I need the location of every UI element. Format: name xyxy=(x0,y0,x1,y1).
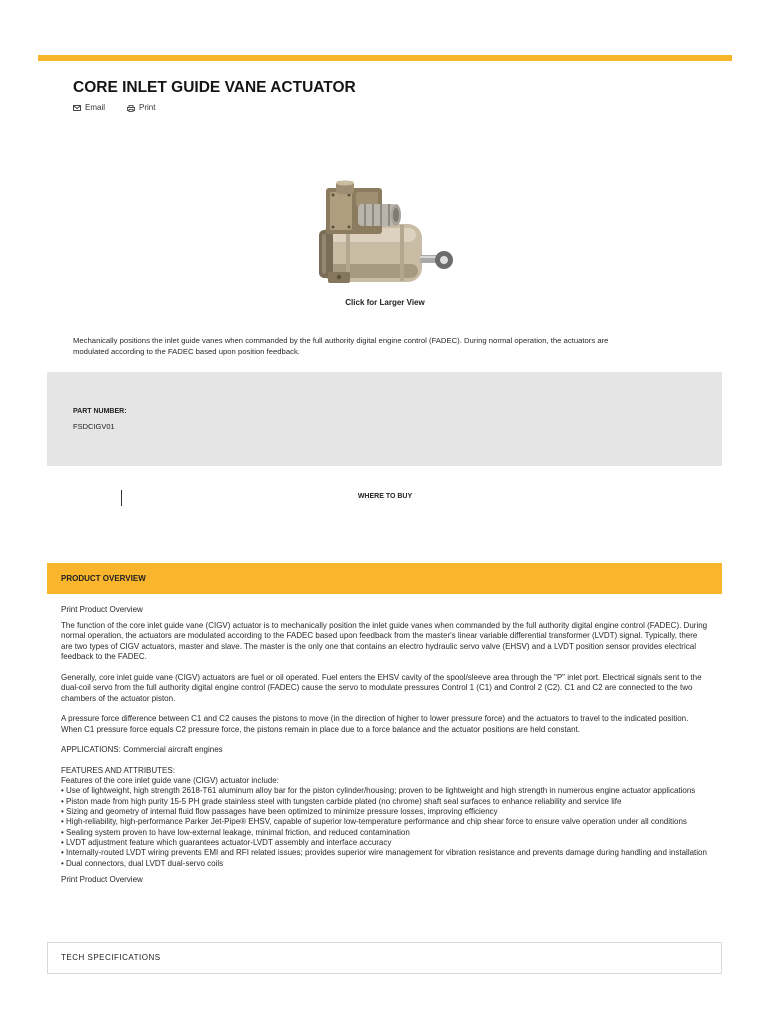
features-intro: Features of the core inlet guide vane (CIGV) actuator include: xyxy=(61,775,279,785)
feature-item: • LVDT adjustment feature which guarantees actuator-LVDT assembly and interface accuracy xyxy=(61,837,392,847)
part-number-label: PART NUMBER: xyxy=(73,408,127,415)
part-number-panel xyxy=(47,372,722,466)
rod-end-eye xyxy=(435,251,453,269)
product-overview-content xyxy=(61,605,711,885)
print-overview-link-bottom[interactable]: Print Product Overview xyxy=(61,874,143,884)
top-connector xyxy=(336,181,354,195)
feature-item: • Use of lightweight, high strength 2618-T61 aluminum alloy bar for the piston cylinder/housing; proven to be lightweight and high strength in numerous engine actuator applications xyxy=(61,786,696,796)
print-overview-link-top[interactable]: Print Product Overview xyxy=(61,605,143,614)
features-heading: FEATURES AND ATTRIBUTES: xyxy=(61,765,175,775)
printer-icon xyxy=(127,105,135,112)
divider-line xyxy=(121,490,122,506)
applications-text: APPLICATIONS: Commercial aircraft engines xyxy=(61,745,223,754)
product-overview-header[interactable] xyxy=(47,563,722,594)
email-link[interactable] xyxy=(73,103,127,113)
product-description: Mechanically positions the inlet guide vanes when commanded by the full authority digital engine control (FADEC). During normal operation, the actuators are modulated according to the FADEC based upon position feedback. xyxy=(73,336,609,356)
mounting-lug xyxy=(328,272,350,283)
product-image[interactable] xyxy=(316,180,456,284)
tech-specifications-header[interactable] xyxy=(47,942,722,974)
where-to-buy-link[interactable]: WHERE TO BUY xyxy=(357,493,413,500)
top-accent-bar xyxy=(38,55,732,61)
feature-item: • Sizing and geometry of internal fluid flow passages have been optimized to minimize pressure losses, improving efficiency xyxy=(61,806,498,816)
overview-paragraph: Generally, core inlet guide vane (CIGV) actuators are fuel or oil operated. Fuel enters the EHSV cavity of the spool/sleeve area through the "P" inlet port. Electrical signals sent to the dual-coil servo from the full authority digital engine control (FADEC) cause the servo to modulate pressures Control 1 (C1) and Control 2 (C2). C1 and C2 are connected to the two chambers of the actuator piston. xyxy=(61,672,702,703)
feature-item: • Internally-routed LVDT wiring prevents EMI and RFI related issues; provides superior wire management for vibration resistance and prevents damage during handling and installation xyxy=(61,848,707,858)
overview-paragraph: A pressure force difference between C1 and C2 causes the pistons to move (in the direction of higher to lower pressure force) and the actuators to travel to the indicated position. When C1 pressure force equals C2 pressure force, the pistons remain in place due to a force balance and the actuator positions are held constant. xyxy=(61,714,689,734)
tech-specifications-label: TECH SPECIFICATIONS xyxy=(61,953,161,962)
email-label: Email xyxy=(85,103,106,112)
share-actions xyxy=(73,103,155,113)
feature-item: • Piston made from high purity 15-5 PH grade stainless steel with tungsten carbide plated (no chrome) shaft seal surfaces to enhance reliability and service life xyxy=(61,796,622,806)
features-list xyxy=(61,766,711,869)
side-connector xyxy=(358,204,401,226)
print-label: Print xyxy=(139,103,156,112)
feature-item: • Dual connectors, dual LVDT dual-servo coils xyxy=(61,858,224,868)
feature-item: • High-reliability, high-performance Parker Jet-Pipe® EHSV, capable of superior low-temperature performance and chip shear force to ensure valve operation under all conditions xyxy=(61,817,687,827)
envelope-icon xyxy=(73,105,81,111)
end-cap xyxy=(319,230,333,278)
feature-item: • Sealing system proven to have low-external leakage, minimal friction, and reduced contamination xyxy=(61,827,410,837)
product-overview-heading: PRODUCT OVERVIEW xyxy=(61,574,146,583)
part-number-value: FSDCIGV01 xyxy=(73,422,115,431)
page-title: CORE INLET GUIDE VANE ACTUATOR xyxy=(73,79,356,96)
larger-view-link[interactable]: Click for Larger View xyxy=(345,298,425,307)
overview-paragraph: The function of the core inlet guide vane (CIGV) actuator is to mechanically position the inlet guide vanes when commanded by the full authority digital engine control (FADEC). During normal operation, the actuators are modulated according to the FADEC based upon feedback from the master's linear variable differential transformer (LVDT) signal. Typically, there are two types of CIGV actuators, master and slave. The master is the only one that contains an electro hydraulic servo valve (EHSV) and a LVDT position sensor provides electrical feedback to the FADEC. xyxy=(61,620,708,661)
print-link[interactable] xyxy=(127,103,155,113)
